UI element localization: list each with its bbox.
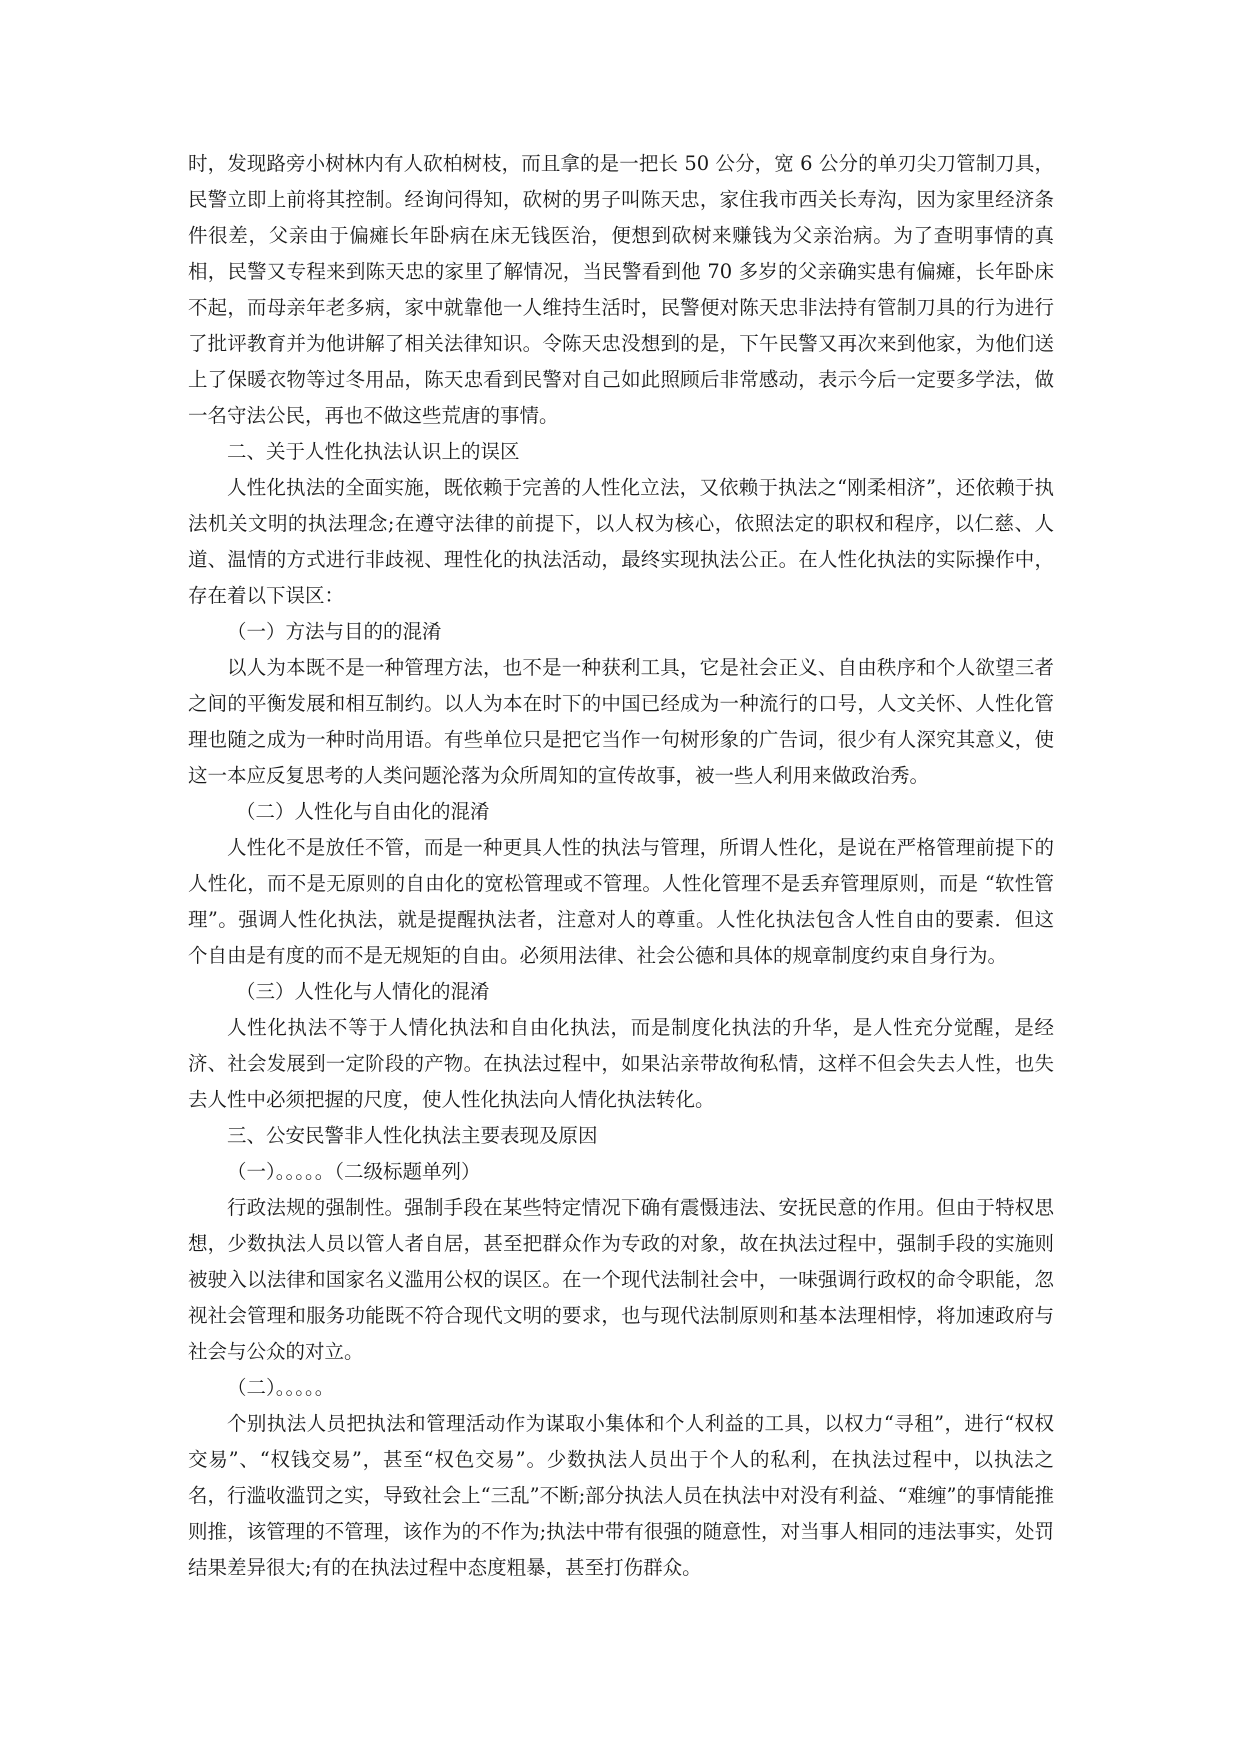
subheading-3: （三）人性化与人情化的混淆 [236, 980, 490, 1003]
subheading-1: （一）方法与目的的混淆 [227, 620, 442, 643]
paragraph-coercion: 行政法规的强制性。强制手段在某些特定情况下确有震慑违法、安抚民意的作用。但由于特权思想，少数执法人员以管人者自居，甚至把群众作为专政的对象，故在执法过程中，强制手段的实施则被驶入以法律和国家名义滥用公权的误区。在一个现代法制社会中，一味强调行政权的命令职能，忽视社会管理和服务功能既不符合现代文明的要求，也与现代法制原则和基本法理相悖，将加速政府与社会与公众的对立。 [188, 1196, 1054, 1363]
paragraph-intro-misconceptions: 人性化执法的全面实施，既依赖于完善的人性化立法，又依赖于执法之“刚柔相济”，还依赖于执法机关文明的执法理念;在遵守法律的前提下，以人权为核心，依照法定的职权和程序，以仁慈、人道、温情的方式进行非歧视、理性化的执法活动，最终实现执法公正。在人性化执法的实际操作中，存在着以下误区： [188, 476, 1054, 607]
paragraph-humanization-favoritism: 人性化执法不等于人情化执法和自由化执法，而是制度化执法的升华，是人性充分觉醒，是经济、社会发展到一定阶段的产物。在执法过程中，如果沾亲带故徇私情，这样不但会失去人性，也失去人性中必须把握的尺度，使人性化执法向人情化执法转化。 [188, 1016, 1054, 1111]
document-page [188, 146, 1054, 1586]
subheading-3-1: （一）。。。。。（二级标题单列） [227, 1160, 481, 1183]
paragraph-method-purpose: 以人为本既不是一种管理方法，也不是一种获利工具，它是社会正义、自由秩序和个人欲望三者之间的平衡发展和相互制约。以人为本在时下的中国已经成为一种流行的口号，人文关怀、人性化管理也随之成为一种时尚用语。有些单位只是把它当作一句树形象的广告词，很少有人深究其意义，使这一本应反复思考的人类问题沦落为众所周知的宣传故事，被一些人利用来做政治秀。 [188, 656, 1054, 787]
subheading-2: （二）人性化与自由化的混淆 [236, 800, 490, 823]
section-heading-2: 二、关于人性化执法认识上的误区 [227, 440, 520, 463]
paragraph-rent-seeking: 个别执法人员把执法和管理活动作为谋取小集体和个人利益的工具，以权力“寻租”，进行“权权交易”、“权钱交易”，甚至“权色交易”。少数执法人员出于个人的私利，在执法过程中，以执法之名，行滥收滥罚之实，导致社会上“三乱”不断;部分执法人员在执法中对没有利益、“难缠”的事情能推则推，该管理的不管理，该作为的不作为;执法中带有很强的随意性，对当事人相同的违法事实，处罚结果差异很大;有的在执法过程中态度粗暴，甚至打伤群众。 [188, 1412, 1054, 1579]
paragraph-continued: 时，发现路旁小树林内有人砍柏树枝，而且拿的是一把长 50 公分，宽 6 公分的单刃尖刀管制刀具，民警立即上前将其控制。经询问得知，砍树的男子叫陈天忠，家住我市西关长寿沟，因为家里经济条件很差，父亲由于偏瘫长年卧病在床无钱医治，便想到砍树来赚钱为父亲治病。为了查明事情的真相，民警又专程来到陈天忠的家里了解情况，当民警看到他 70 多岁的父亲确实患有偏瘫，长年卧床不起，而母亲年老多病，家中就靠他一人维持生活时，民警便对陈天忠非法持有管制刀具的行为进行了批评教育并为他讲解了相关法律知识。令陈天忠没想到的是，下午民警又再次来到他家，为他们送上了保暖衣物等过冬用品，陈天忠看到民警对自己如此照顾后非常感动，表示今后一定要多学法，做一名守法公民，再也不做这些荒唐的事情。 [188, 152, 1054, 427]
subheading-3-2: （二）。。。。。 [227, 1376, 335, 1399]
paragraph-humanization-liberalization: 人性化不是放任不管，而是一种更具人性的执法与管理，所谓人性化，是说在严格管理前提下的人性化，而不是无原则的自由化的宽松管理或不管理。人性化管理不是丢弃管理原则，而是 “软性管理”。强调人性化执法，就是提醒执法者，注意对人的尊重。人性化执法包含人性自由的要素．但这个自由是有度的而不是无规矩的自由。必须用法律、社会公德和具体的规章制度约束自身行为。 [188, 836, 1054, 967]
section-heading-3: 三、公安民警非人性化执法主要表现及原因 [227, 1124, 598, 1147]
